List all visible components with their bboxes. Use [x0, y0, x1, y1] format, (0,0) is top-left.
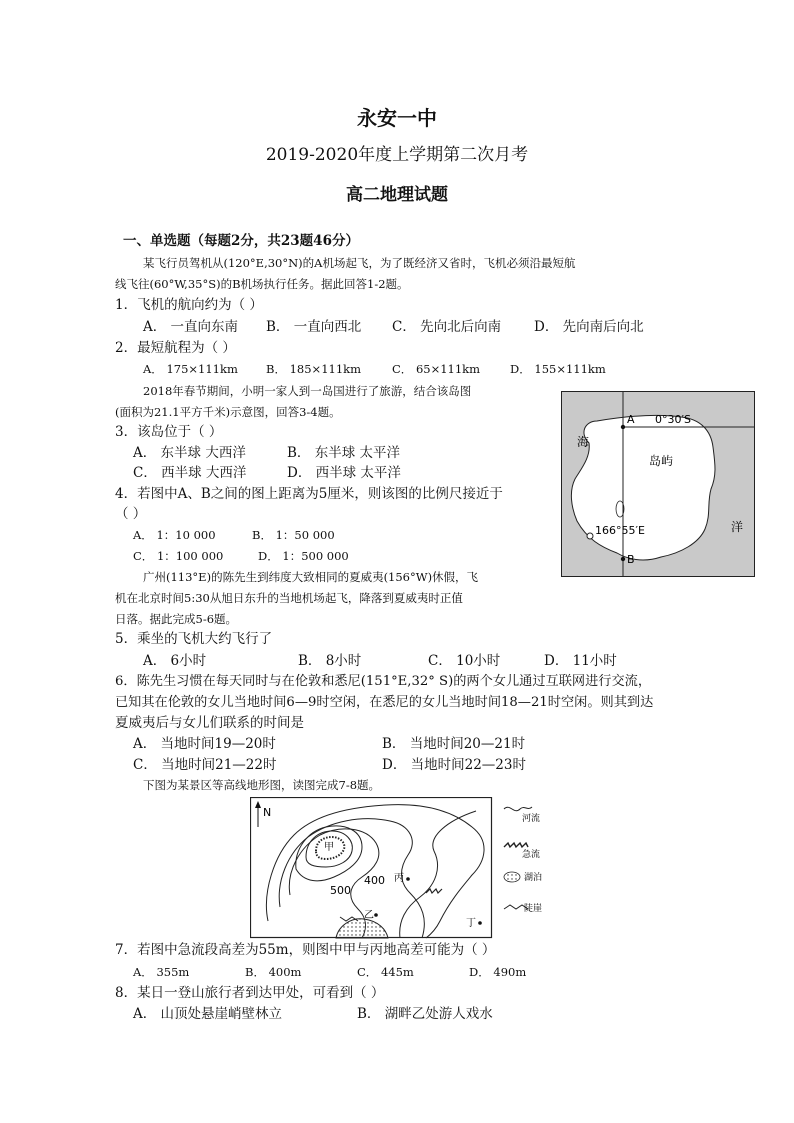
label-yi: 乙	[364, 910, 374, 921]
intro4-line1: 下图为某景区等高线地形图，读图完成7-8题。	[143, 778, 381, 792]
q7-option-d[interactable]: D． 490m	[469, 965, 527, 979]
airport-marker	[587, 533, 593, 539]
longitude-label: 166°55′E	[595, 524, 645, 537]
subject-title: 高二地理试题	[346, 185, 448, 205]
label-ding: 丁	[466, 918, 476, 929]
label-500: 500	[330, 884, 351, 897]
q6-option-b[interactable]: B． 当地时间20—21时	[382, 736, 526, 752]
q6-option-a[interactable]: A． 当地时间19—20时	[133, 736, 276, 752]
legend-river-label: 河流	[522, 814, 541, 824]
q6-line2: 已知其在伦敦的女儿当地时间6—9时空闲，在悉尼的女儿当地时间18—21时空闲。则其到达	[115, 695, 654, 710]
school-title: 永安一中	[357, 106, 437, 130]
island-map	[561, 391, 755, 577]
q1-stem: 1．飞机的航向约为（ ）	[115, 297, 263, 313]
point-a-marker	[621, 425, 625, 429]
q8-stem: 8．某日一登山旅行者到达甲处，可看到（ ）	[115, 985, 385, 1001]
label-400: 400	[364, 874, 385, 887]
q4-paren: （ ）	[115, 506, 147, 522]
q4-option-c[interactable]: C． 1：100 000	[133, 549, 224, 563]
q3-option-d[interactable]: D． 西半球 太平洋	[287, 465, 401, 481]
point-ding	[478, 921, 482, 925]
section-heading: 一、单选题（每题2分，共23题46分）	[123, 233, 359, 249]
exam-title: 2019-2020年度上学期第二次月考	[265, 145, 529, 165]
point-b-label: B	[627, 553, 635, 566]
q2-option-c[interactable]: C． 65×111km	[392, 362, 481, 376]
legend-river-icon	[504, 807, 532, 811]
q1-option-c[interactable]: C． 先向北后向南	[392, 319, 502, 335]
intro1-line2: 线飞往(60°W,35°S)的B机场执行任务。据此回答1-2题。	[115, 277, 409, 291]
q6-line1: 6．陈先生习惯在每天同时与在伦敦和悉尼(151°E,32° S)的两个女儿通过互联网进行交流，	[115, 674, 652, 689]
point-a-label: A	[627, 413, 635, 426]
q7-option-c[interactable]: C． 445m	[357, 965, 414, 979]
sea-label: 海	[577, 435, 590, 449]
q1-option-b[interactable]: B． 一直向西北	[266, 319, 362, 335]
intro3-line2: 机在北京时间5:30从旭日东升的当地机场起飞，降落到夏威夷时正值	[115, 591, 463, 605]
legend-rapids-icon	[504, 843, 528, 847]
island-outline	[571, 415, 715, 560]
q8-option-b[interactable]: B． 湖畔乙处游人戏水	[357, 1006, 493, 1022]
q4-option-d[interactable]: D． 1：500 000	[258, 549, 349, 563]
point-yi	[374, 913, 378, 917]
legend-cliff-label: 陡崖	[524, 904, 543, 914]
q6-line3: 夏威夷后与女儿们联系的时间是	[115, 715, 304, 731]
q6-option-c[interactable]: C． 当地时间21—22时	[133, 757, 277, 773]
q2-option-a[interactable]: A． 175×111km	[143, 362, 238, 376]
q7-stem: 7．若图中急流段高差为55m，则图中甲与丙地高差可能为（ ）	[115, 942, 496, 958]
q2-option-b[interactable]: B． 185×111km	[266, 362, 362, 376]
q2-option-d[interactable]: D． 155×111km	[510, 362, 606, 376]
q1-option-a[interactable]: A． 一直向东南	[143, 319, 239, 335]
point-bing	[406, 877, 410, 881]
latitude-label: 0°30′S	[655, 413, 691, 426]
q5-stem: 5．乘坐的飞机大约飞行了	[115, 631, 273, 647]
intro3-line3: 日落。据此完成5-6题。	[115, 612, 238, 626]
north-label: N	[263, 806, 272, 819]
q3-stem: 3．该岛位于（ ）	[115, 424, 223, 440]
intro1-line1: 某飞行员驾机从(120°E,30°N)的A机场起飞，为了既经济又省时，飞机必须沿最短航	[143, 256, 576, 270]
q5-option-b[interactable]: B． 8小时	[298, 653, 362, 669]
q7-option-b[interactable]: B． 400m	[245, 965, 302, 979]
intro2-line2: (面积为21.1平方千米)示意图，回答3-4题。	[115, 405, 341, 419]
legend-lake-label: 湖泊	[524, 873, 543, 883]
point-b-marker	[621, 557, 625, 561]
q3-option-c[interactable]: C． 西半球 大西洋	[133, 465, 247, 481]
q5-option-c[interactable]: C． 10小时	[428, 653, 501, 669]
q2-stem: 2．最短航程为（ ）	[115, 340, 236, 356]
q4-option-a[interactable]: A． 1：10 000	[133, 528, 216, 542]
contour-map	[250, 797, 572, 939]
q1-option-d[interactable]: D． 先向南后向北	[534, 319, 644, 335]
ocean-label: 洋	[731, 520, 744, 534]
legend-rapids-label: 急流	[522, 850, 541, 860]
q5-option-a[interactable]: A． 6小时	[143, 653, 207, 669]
q3-option-b[interactable]: B． 东半球 太平洋	[287, 445, 401, 461]
label-bing: 丙	[394, 873, 404, 884]
label-jia: 甲	[324, 842, 334, 853]
q7-option-a[interactable]: A． 355m	[133, 965, 190, 979]
q8-option-a[interactable]: A． 山顶处悬崖峭壁林立	[133, 1006, 283, 1022]
legend-lake-icon	[504, 872, 520, 882]
q6-option-d[interactable]: D． 当地时间22—23时	[382, 757, 526, 773]
q3-option-a[interactable]: A． 东半球 大西洋	[133, 445, 246, 461]
island-label: 岛屿	[649, 454, 674, 468]
intro3-line1: 广州(113°E)的陈先生到纬度大致相同的夏威夷(156°W)休假，飞	[143, 570, 479, 584]
q5-option-d[interactable]: D． 11小时	[544, 653, 617, 669]
q4-option-b[interactable]: B． 1：50 000	[252, 528, 335, 542]
q4-stem: 4．若图中A、B之间的图上距离为5厘米，则该图的比例尺接近于	[115, 486, 503, 502]
intro2-line1: 2018年春节期间，小明一家人到一岛国进行了旅游，结合该岛图	[143, 384, 472, 398]
